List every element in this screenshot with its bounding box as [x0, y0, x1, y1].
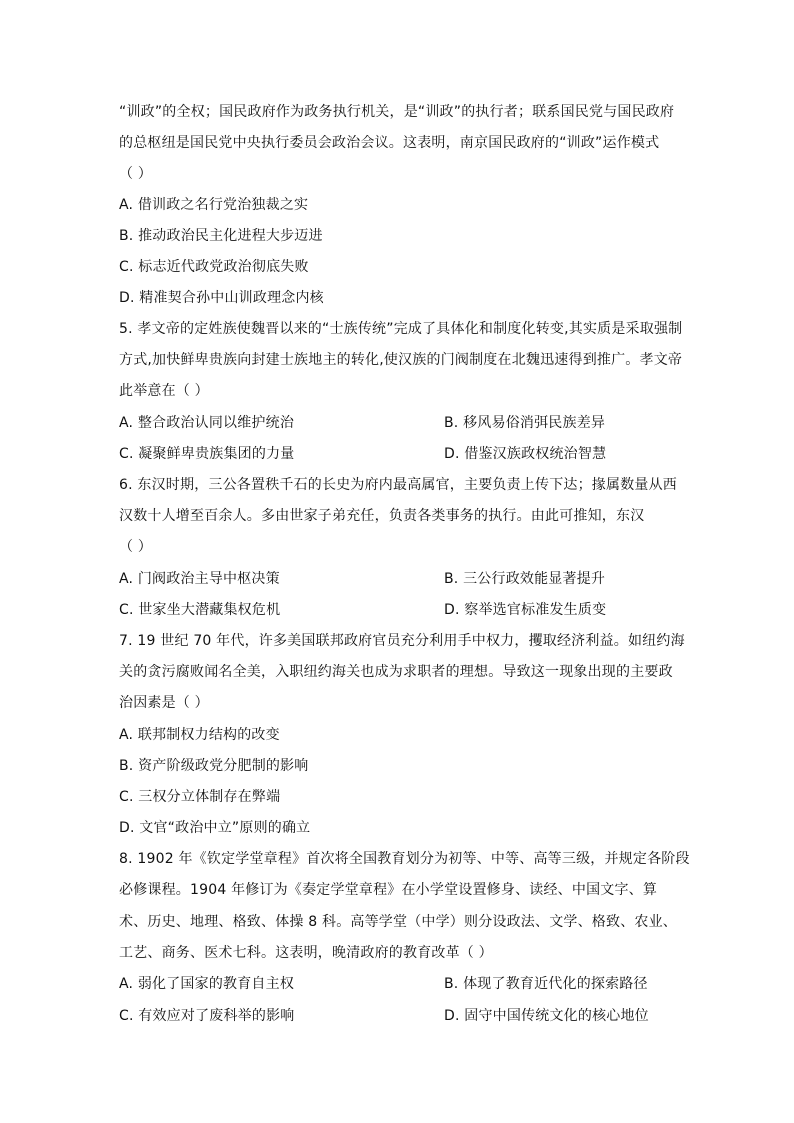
- q6-stem-line-1: 6. 东汉时期，三公各置秩千石的长史为府内最高属官，主要负责上传下达；掾属数量从西: [119, 477, 678, 493]
- q5-option-c[interactable]: C. 凝聚鲜卑贵族集团的力量: [119, 446, 295, 462]
- q4-option-d[interactable]: D. 精准契合孙中山训政理念内核: [119, 290, 324, 306]
- q8-option-a[interactable]: A. 弱化了国家的教育自主权: [119, 976, 295, 992]
- q7-option-a[interactable]: A. 联邦制权力结构的改变: [119, 727, 280, 743]
- q6-option-a[interactable]: A. 门阀政治主导中枢决策: [119, 571, 280, 587]
- q5-stem-line-1: 5. 孝文帝的定姓族使魏晋以来的“士族传统”完成了具体化和制度化转变,其实质是采取强制: [119, 321, 683, 337]
- q8-stem-line-3: 术、历史、地理、格致、体操 8 科。高等学堂（中学）则分设政法、文学、格致、农业、: [119, 914, 678, 930]
- q4-answer-blank: （ ）: [119, 166, 153, 182]
- q8-stem-line-4: 工艺、商务、医术七科。这表明，晚清政府的教育改革（ ）: [119, 945, 493, 961]
- q6-stem-line-2: 汉数十人增至百余人。多由世家子弟充任，负责各类事务的执行。由此可推知，东汉: [119, 508, 645, 524]
- q4-option-a[interactable]: A. 借训政之名行党治独裁之实: [119, 197, 309, 213]
- q7-option-d[interactable]: D. 文官“政治中立”原则的确立: [119, 820, 311, 836]
- q8-option-d[interactable]: D. 固守中国传统文化的核心地位: [444, 1008, 649, 1024]
- q5-option-d[interactable]: D. 借鉴汉族政权统治智慧: [444, 446, 607, 462]
- q5-option-a[interactable]: A. 整合政治认同以维护统治: [119, 415, 295, 431]
- q8-option-b[interactable]: B. 体现了教育近代化的探索路径: [444, 976, 648, 992]
- q5-stem-line-3: 此举意在（ ）: [119, 383, 209, 399]
- q6-option-b[interactable]: B. 三公行政效能显著提升: [444, 571, 606, 587]
- q7-option-c[interactable]: C. 三权分立体制存在弊端: [119, 789, 281, 805]
- q5-stem-line-2: 方式,加快鲜卑贵族向封建士族地主的转化,使汉族的门阀制度在北魏迅速得到推广。孝文帝: [119, 352, 683, 368]
- q8-stem-line-2: 必修课程。1904 年修订为《奏定学堂章程》在小学堂设置修身、读经、中国文字、算: [119, 882, 658, 898]
- q6-option-d[interactable]: D. 察举选官标准发生质变: [444, 602, 607, 618]
- q7-stem-line-2: 关的贪污腐败闻名全美，入职纽约海关也成为求职者的理想。导致这一现象出现的主要政: [119, 664, 673, 680]
- q6-option-c[interactable]: C. 世家坐大潜藏集权危机: [119, 602, 281, 618]
- q4-option-c[interactable]: C. 标志近代政党政治彻底失败: [119, 259, 309, 275]
- q6-answer-blank: （ ）: [119, 539, 153, 555]
- q8-stem-line-1: 8. 1902 年《钦定学堂章程》首次将全国教育划分为初等、中等、高等三级，并规定各阶段: [119, 851, 690, 867]
- q4-option-b[interactable]: B. 推动政治民主化进程大步迈进: [119, 228, 323, 244]
- q7-stem-line-3: 治因素是（ ）: [119, 695, 209, 711]
- q7-option-b[interactable]: B. 资产阶级政党分肥制的影响: [119, 758, 309, 774]
- q4-stem-line-2: 的总枢纽是国民党中央执行委员会政治会议。这表明，南京国民政府的“训政”运作模式: [119, 135, 660, 151]
- q7-stem-line-1: 7. 19 世纪 70 年代，许多美国联邦政府官员充分利用手中权力，攫取经济利益。如纽约海: [119, 633, 685, 649]
- q8-option-c[interactable]: C. 有效应对了废科举的影响: [119, 1008, 295, 1024]
- q5-option-b[interactable]: B. 移风易俗消弭民族差异: [444, 415, 606, 431]
- q4-stem-line-1: “训政”的全权；国民政府作为政务执行机关，是“训政”的执行者；联系国民党与国民政府: [119, 104, 675, 120]
